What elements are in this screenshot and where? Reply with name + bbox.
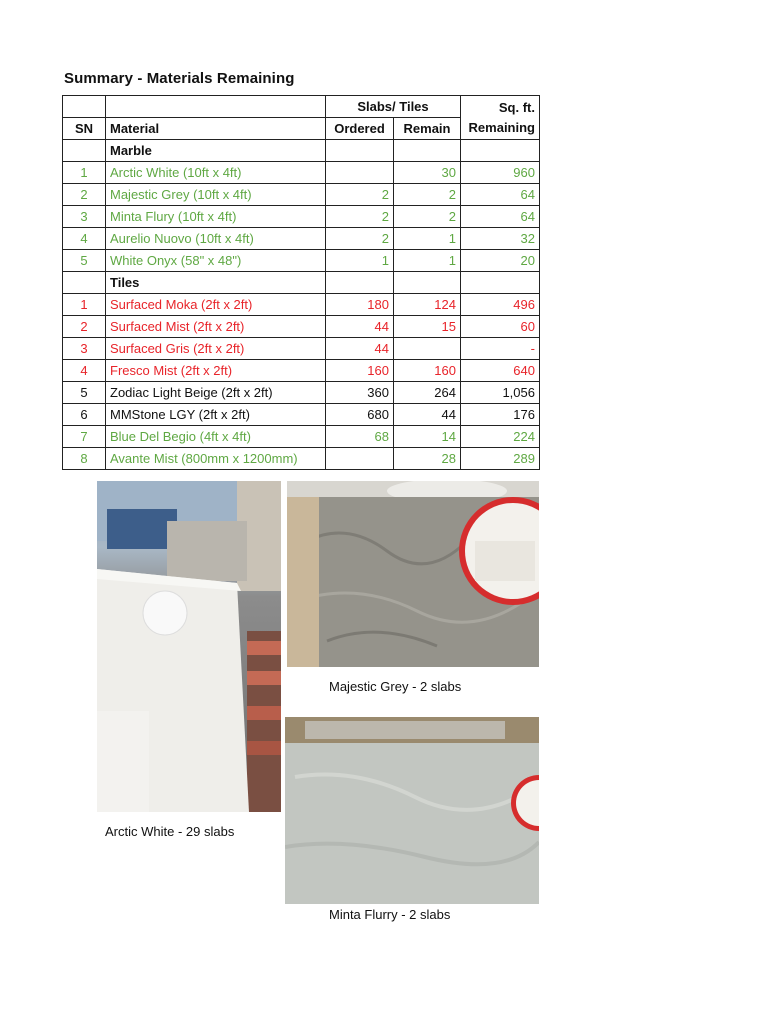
table-row	[63, 448, 540, 470]
row-remain: 264	[394, 382, 461, 404]
row-ordered: 44	[326, 316, 394, 338]
table-row	[63, 250, 540, 272]
row-remain: 160	[394, 360, 461, 382]
header-material: Material	[106, 118, 326, 140]
table-row	[63, 382, 540, 404]
table-row	[63, 360, 540, 382]
minta-flurry-caption: Minta Flurry - 2 slabs	[329, 907, 451, 922]
row-sn: 3	[63, 206, 106, 228]
row-remain	[394, 338, 461, 360]
row-ordered: 160	[326, 360, 394, 382]
row-sn: 5	[63, 250, 106, 272]
row-ordered: 2	[326, 206, 394, 228]
row-remain: 2	[394, 206, 461, 228]
row-sn: 4	[63, 360, 106, 382]
row-remain: 30	[394, 162, 461, 184]
row-sqft-remaining: 1,056	[461, 382, 540, 404]
row-sn: 4	[63, 228, 106, 250]
row-sqft-remaining: 64	[461, 206, 540, 228]
materials-table	[62, 95, 540, 470]
row-ordered: 2	[326, 184, 394, 206]
majestic-grey-caption: Majestic Grey - 2 slabs	[329, 679, 462, 694]
row-ordered: 680	[326, 404, 394, 426]
arctic-white-caption: Arctic White - 29 slabs	[105, 824, 235, 839]
table-row	[63, 294, 540, 316]
row-material: Surfaced Mist (2ft x 2ft)	[106, 316, 326, 338]
row-sqft-remaining: 32	[461, 228, 540, 250]
row-material: Avante Mist (800mm x 1200mm)	[106, 448, 326, 470]
row-sn: 6	[63, 404, 106, 426]
row-sqft-remaining: 640	[461, 360, 540, 382]
row-ordered: 180	[326, 294, 394, 316]
row-sn: 7	[63, 426, 106, 448]
row-sn: 2	[63, 316, 106, 338]
row-remain: 1	[394, 250, 461, 272]
page-title: Summary - Materials Remaining	[64, 70, 295, 87]
row-sn: 1	[63, 162, 106, 184]
row-sqft-remaining: 960	[461, 162, 540, 184]
row-material: Zodiac Light Beige (2ft x 2ft)	[106, 382, 326, 404]
table-header-row-1	[63, 96, 540, 118]
row-material: Surfaced Moka (2ft x 2ft)	[106, 294, 326, 316]
row-remain: 124	[394, 294, 461, 316]
table-row	[63, 184, 540, 206]
row-ordered	[326, 448, 394, 470]
row-sqft-remaining: 224	[461, 426, 540, 448]
row-sn: 5	[63, 382, 106, 404]
header-sn: SN	[63, 118, 106, 140]
table-row	[63, 316, 540, 338]
row-remain: 2	[394, 184, 461, 206]
row-material: Majestic Grey (10ft x 4ft)	[106, 184, 326, 206]
row-ordered: 44	[326, 338, 394, 360]
row-material: White Onyx (58" x 48")	[106, 250, 326, 272]
majestic-grey-photo	[287, 481, 539, 667]
row-remain: 28	[394, 448, 461, 470]
row-material: Surfaced Gris (2ft x 2ft)	[106, 338, 326, 360]
section-row	[63, 272, 540, 294]
row-material: Blue Del Begio (4ft x 4ft)	[106, 426, 326, 448]
row-remain: 44	[394, 404, 461, 426]
table-row	[63, 228, 540, 250]
row-remain: 14	[394, 426, 461, 448]
row-sn: 8	[63, 448, 106, 470]
section-name: Marble	[106, 140, 326, 162]
arctic-white-photo	[97, 481, 281, 812]
row-material: Fresco Mist (2ft x 2ft)	[106, 360, 326, 382]
row-material: MMStone LGY (2ft x 2ft)	[106, 404, 326, 426]
row-sqft-remaining: 176	[461, 404, 540, 426]
table-row	[63, 206, 540, 228]
row-sqft-remaining: 60	[461, 316, 540, 338]
row-remain: 15	[394, 316, 461, 338]
table-row	[63, 162, 540, 184]
row-material: Minta Flury (10ft x 4ft)	[106, 206, 326, 228]
header-remain: Remain	[394, 118, 461, 140]
row-ordered: 2	[326, 228, 394, 250]
row-material: Arctic White (10ft x 4ft)	[106, 162, 326, 184]
table-row	[63, 426, 540, 448]
row-remain: 1	[394, 228, 461, 250]
row-ordered: 68	[326, 426, 394, 448]
minta-flurry-photo	[285, 717, 539, 904]
table-row	[63, 338, 540, 360]
row-sqft-remaining: 289	[461, 448, 540, 470]
row-ordered	[326, 162, 394, 184]
header-slabs-tiles: Slabs/ Tiles	[326, 96, 461, 118]
row-ordered: 1	[326, 250, 394, 272]
section-name: Tiles	[106, 272, 326, 294]
row-sqft-remaining: 496	[461, 294, 540, 316]
table-row	[63, 404, 540, 426]
row-material: Aurelio Nuovo (10ft x 4ft)	[106, 228, 326, 250]
row-sn: 2	[63, 184, 106, 206]
row-sn: 3	[63, 338, 106, 360]
header-ordered: Ordered	[326, 118, 394, 140]
row-ordered: 360	[326, 382, 394, 404]
row-sqft-remaining: 64	[461, 184, 540, 206]
row-sn: 1	[63, 294, 106, 316]
row-sqft-remaining: 20	[461, 250, 540, 272]
section-row	[63, 140, 540, 162]
row-sqft-remaining: -	[461, 338, 540, 360]
header-sqft-remaining: Sq. ft. Remaining	[461, 96, 540, 140]
